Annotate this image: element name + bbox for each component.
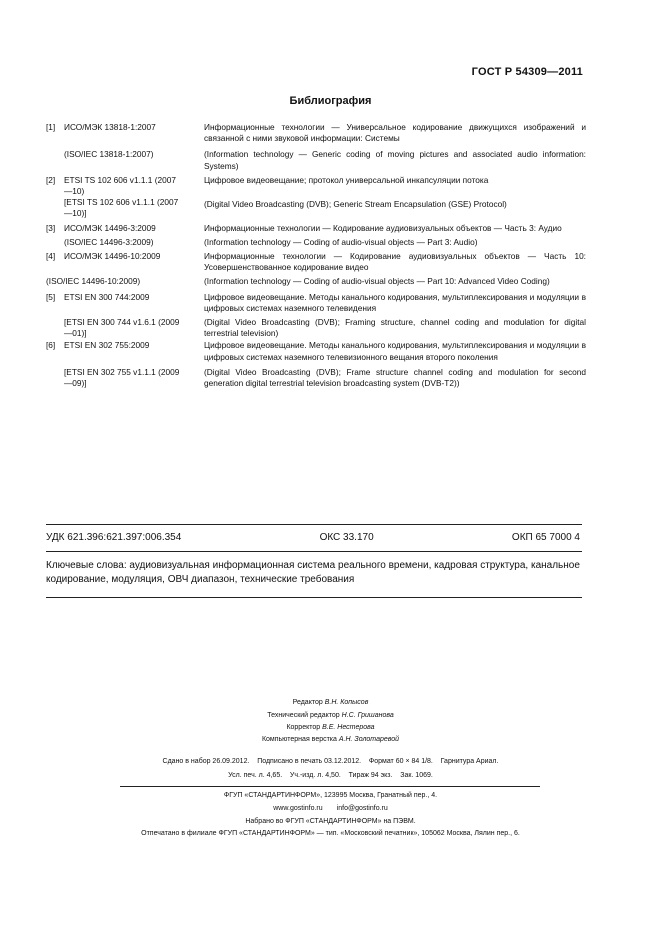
bib-entry [46,175,586,197]
entry-description: (Digital Video Broadcasting (DVB); Generic Stream Encapsulation (GSE) Protocol) [204,199,507,210]
entry-description: Цифровое видеовещание. Методы канального кодирования, мультиплексирования и модуляции в цифровых системах наземного телевизионного вещания второго поколения [204,340,586,362]
bib-entry [46,292,586,314]
entry-number [46,317,64,339]
divider [46,551,582,552]
keywords: Ключевые слова: аудиовизуальная информационная система реального времени, кадровая структура, канальное кодирование, модуляция, ОВЧ диапазон, технические требования [46,560,580,585]
tech-editor-name: Н.С. Гришанова [341,712,394,719]
bib-entry [46,317,586,339]
entry-code: (ISO/IEC 14496-3:2009) [64,236,154,247]
entry-description: (Information technology — Coding of audio-visual objects — Part 10: Advanced Video Coding) [204,276,550,287]
entry-code: (ISO/IEC 13818-1:2007) [64,149,154,160]
editor-label: Редактор [292,699,323,706]
entry-description: (Information technology — Coding of audio-visual objects — Part 3: Audio) [204,236,478,247]
divider [46,597,582,598]
entry-description: (Digital Video Broadcasting (DVB); Frame structure channel coding and modulation for second generation digital terrestrial television broadcasting system (DVB-T2)) [204,366,586,389]
email-link[interactable]: info@gostinfo.ru [336,805,388,812]
udk-code: УДК 621.396:621.397:006.354 [46,532,182,543]
divider [46,524,582,525]
editor-name: В.Н. Копысов [324,699,369,706]
entry-description: Цифровое видеовещание. Методы канального кодирования, мультиплексирования и модуляции в цифровых системах наземного телевидения [204,291,586,313]
corrector-label: Корректор [286,724,321,731]
bib-entry [46,251,586,273]
entry-number [46,149,64,171]
entry-number: [3] [46,222,56,233]
entry-code: [ETSI TS 102 606 v1.1.1 (2007—10)] [64,197,179,219]
entry-code: ETSI TS 102 606 v1.1.1 (2007—10) [64,174,176,197]
publisher-address: ФГУП «СТАНДАРТИНФОРМ», 123995 Москва, Гранатный пер., 4. [223,792,438,799]
publisher-contacts [0,803,661,816]
layout-label: Компьютерная верстка [261,736,337,743]
bib-entry [46,122,586,144]
entry-number: [4] [46,251,56,262]
entry-number [46,197,64,219]
imprint-tech-editor [0,710,661,723]
bibliography-list [46,122,586,392]
corrector-name: В.Е. Нестерова [322,724,375,731]
imprint-layout [0,734,661,747]
entry-code: (ISO/IEC 14496-10:2009) [46,276,141,287]
classification-line [46,532,580,543]
bib-entry [46,367,586,389]
entry-code: ETSI EN 300 744:2009 [64,291,150,302]
imprint-editor [0,697,661,710]
entry-description: Цифровое видеовещание; протокол универсальной инкапсуляции потока [204,174,489,185]
bib-entry [46,149,586,171]
entry-description: (Digital Video Broadcasting (DVB); Framing structure, channel coding and modulation for digital terrestrial television) [204,317,586,339]
entry-description: Информационные технологии — Универсальное кодирование движущихся изображений и связанной с ними звуковой информации: Системы [204,122,586,144]
entry-description: (Information technology — Generic coding of moving pictures and associated audio information: Systems) [204,149,586,171]
divider [120,786,540,787]
bibliography-title: Библиография [289,95,372,107]
entry-code: ИСО/МЭК 14496-10:2009 [64,251,161,262]
typeset-note: Набрано во ФГУП «СТАНДАРТИНФОРМ» на ПЭВМ. [245,818,416,825]
entry-number: [1] [46,122,56,132]
website-link[interactable]: www.gostinfo.ru [273,805,323,812]
entry-number: [6] [46,340,56,351]
entry-code: ИСО/МЭК 14496-3:2009 [64,222,156,233]
entry-number [46,237,64,248]
bib-entry [46,340,586,362]
entry-description: Информационные технологии — Кодирование аудиовизуальных объектов — Часть 10: Усовершенствованное кодирование видео [204,251,586,273]
entry-number: [5] [46,291,56,302]
entry-code: [ETSI EN 302 755 v1.1.1 (2009—09)] [64,366,180,389]
entry-code: ИСО/МЭК 13818-1:2007 [64,122,156,132]
entry-description: Информационные технологии — Кодирование аудиовизуальных объектов — Часть 3: Аудио [204,222,562,233]
entry-number: [2] [46,174,56,185]
printed-note: Отпечатано в филиале ФГУП «СТАНДАРТИНФОРМ» — тип. «Московский печатник», 105062 Москва, Лялин пер., 6. [141,830,520,837]
bib-entry [46,223,586,234]
entry-number [46,367,64,389]
layout-name: А.Н. Золотаревой [338,736,400,743]
okp-code: ОКП 65 7000 4 [511,532,580,543]
standard-number: ГОСТ Р 54309—2011 [471,66,583,78]
bib-entry [46,276,586,287]
bib-entry [46,197,586,219]
print-info-line2: Усл. печ. л. 4,65. Уч.-изд. л. 4,50. Тираж 94 экз. Зак. 1069. [228,772,433,779]
entry-code: ETSI EN 302 755:2009 [64,340,150,351]
entry-code: [ETSI EN 300 744 v1.6.1 (2009—01)] [64,317,180,339]
tech-editor-label: Технический редактор [267,712,340,719]
oks-code: ОКС 33.170 [319,532,374,543]
bib-entry [46,237,586,248]
imprint-corrector [0,722,661,735]
print-info-line1: Сдано в набор 26.09.2012. Подписано в печать 03.12.2012. Формат 60 × 84 1/8. Гарнитура Ариал. [162,758,499,765]
